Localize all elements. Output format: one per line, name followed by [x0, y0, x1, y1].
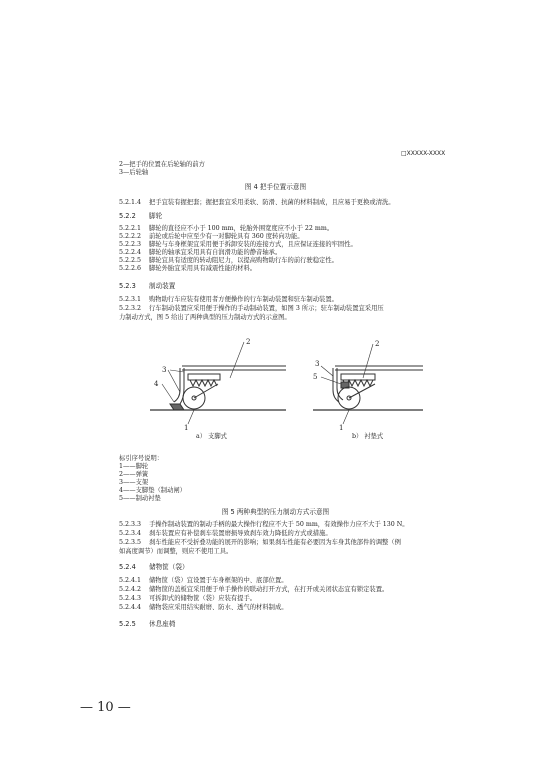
fig5-legend-2: 2——弹簧 — [119, 471, 149, 478]
fig5b-drawing — [305, 332, 425, 432]
clause-text: 前轮或后轮中应至少有一对脚轮具有 360 度转向功能。 — [149, 233, 304, 240]
clause-number: 5.2.2.5 — [119, 257, 142, 264]
fig5-legend-title: 标引序号说明： — [119, 455, 164, 462]
clause-5214 — [119, 199, 395, 207]
fig5a-number-3: 3 — [162, 366, 167, 374]
clause-text: 脚轮的轴承宜采用具有自润滑功能的静音轴承。 — [149, 249, 282, 256]
clause-5243 — [119, 595, 256, 603]
clause-text: 脚轮的直径应不小于 100 mm，轮胎外围宽度应不小于 22 mm。 — [149, 225, 334, 232]
clause-5244 — [119, 604, 288, 612]
section-title: 休息座椅 — [149, 620, 176, 628]
clause-number: 5.2.4.2 — [119, 586, 142, 593]
clause-5242 — [119, 586, 388, 594]
fig5b-number-2: 2 — [375, 340, 380, 348]
clause-text: 刹车性能应不受折叠功能的展开的影响；如果刹车性能有必要因为车身其他部件的调整（例 — [149, 539, 401, 546]
clause-number: 5.2.4.4 — [119, 604, 142, 611]
clause-5232-line2: 力制动方式，图 5 给出了两种典型的压力制动方式的示意图。 — [119, 314, 291, 321]
clause-text: 脚轮与车身框架宜采用便于拆卸安装的连接方式，且应保证连接的牢固性。 — [149, 241, 357, 248]
clause-number: 5.2.3.4 — [119, 530, 142, 537]
fig5a-number-1: 1 — [184, 424, 189, 432]
clause-5233 — [119, 521, 409, 529]
clause-number: 5.2.3.2 — [119, 305, 142, 312]
clause-5241 — [119, 577, 288, 585]
clause-number: 5.2.2.2 — [119, 233, 142, 240]
clause-5221 — [119, 225, 333, 233]
clause-5224 — [119, 249, 281, 257]
fig5a-number-4: 4 — [154, 380, 159, 388]
fig5a-drawing — [140, 332, 290, 432]
fig5b-label: b） 衬垫式 — [352, 433, 384, 440]
clause-text: 行车制动装置应采用便于操作的手动制动装置，如图 3 所示；驻车制动装置宜采用压 — [149, 305, 384, 312]
section-title: 制动装置 — [149, 282, 176, 290]
clause-text: 脚轮宜具有适度的转动阻尼力，以提高购物助行车的前行驶稳定性。 — [149, 257, 338, 264]
clause-5235-line2: 如高度调节）而调整，则应不使用工具。 — [119, 548, 233, 555]
clause-text: 脚轮外胎宜采用具有减震性能的材料。 — [149, 265, 257, 272]
clause-5232-line1 — [119, 305, 384, 313]
page-number: — 10 — — [80, 700, 131, 715]
clause-text: 储物筐（袋）宜设置于车身框架的中、底部位置。 — [149, 577, 288, 584]
section-525-heading — [119, 620, 175, 628]
fig5a-label: a） 支脚式 — [196, 433, 227, 440]
clause-text: 可拆卸式的储物筐（袋）应装有提手。 — [149, 595, 257, 602]
clause-number: 5.2.4.1 — [119, 577, 142, 584]
clause-number: 5.2.3.5 — [119, 539, 142, 546]
clause-number: 5.2.2.1 — [119, 225, 142, 232]
fig5-legend-5: 5——制动衬垫 — [119, 495, 161, 502]
section-524-heading — [119, 563, 189, 571]
fig4-note-2: 2—把手的位置在后轮轴的前方 — [119, 161, 205, 168]
clause-text: 把手宜装有握把套；握把套宜采用柔软、防滑、抗菌的材料制成，且应易于更换或清洗。 — [149, 199, 395, 206]
clause-text: 储物筐的盖板宜采用便于单手操作的联动打开方式，在打开或关闭状态宜有锁定装置。 — [149, 586, 389, 593]
standard-number: □XXXXX-XXXX — [401, 150, 446, 157]
clause-number: 5.2.1.4 — [119, 199, 142, 206]
section-number: 5.2.5 — [119, 620, 136, 628]
clause-text: 购物助行车应装有使用者方便操作的行车制动装置和驻车制动装置。 — [149, 296, 338, 303]
clause-number: 5.2.3.1 — [119, 296, 142, 303]
clause-number: 5.2.4.3 — [119, 595, 142, 602]
clause-number: 5.2.2.6 — [119, 265, 142, 272]
clause-5234 — [119, 530, 332, 538]
clause-number: 5.2.2.3 — [119, 241, 142, 248]
clause-5226 — [119, 265, 256, 273]
clause-5231 — [119, 296, 338, 304]
section-number: 5.2.3 — [119, 282, 136, 290]
clause-text: 手操作制动装置的制动手柄的最大操作行程应不大于 50 mm，有效操作力应不大于 130 N。 — [149, 521, 409, 528]
section-523-heading — [119, 282, 175, 290]
fig5a-number-2: 2 — [246, 338, 251, 346]
fig4-caption: 图 4 把手位置示意图 — [244, 183, 307, 191]
clause-text: 刹车装置应有补偿刹车装置磨损导致刹车效力降低的方式或措施。 — [149, 530, 332, 537]
fig5-caption: 图 5 两种典型的压力制动方式示意图 — [221, 508, 330, 516]
clause-number: 5.2.3.3 — [119, 521, 142, 528]
section-number: 5.2.4 — [119, 563, 136, 571]
section-title: 脚轮 — [149, 212, 163, 220]
clause-number: 5.2.2.4 — [119, 249, 142, 256]
fig4-note-3: 3—后轮轴 — [119, 169, 149, 176]
clause-5225 — [119, 257, 338, 265]
fig5b-number-1: 1 — [339, 424, 344, 432]
clause-5222 — [119, 233, 304, 241]
fig5-legend-3: 3——支架 — [119, 479, 149, 486]
section-number: 5.2.2 — [119, 212, 136, 220]
fig5b-number-5: 5 — [313, 373, 318, 381]
clause-text: 储物袋应采用结实耐磨、防水、透气的材料制成。 — [149, 604, 288, 611]
section-522-heading — [119, 212, 162, 220]
fig5-legend-1: 1——脚轮 — [119, 463, 149, 470]
clause-5235-line1 — [119, 539, 401, 547]
fig5b-number-3: 3 — [315, 360, 320, 368]
fig5-legend-4: 4——支脚垫（制动闸） — [119, 487, 186, 494]
section-title: 储物筐（袋） — [149, 563, 189, 571]
clause-5223 — [119, 241, 357, 249]
